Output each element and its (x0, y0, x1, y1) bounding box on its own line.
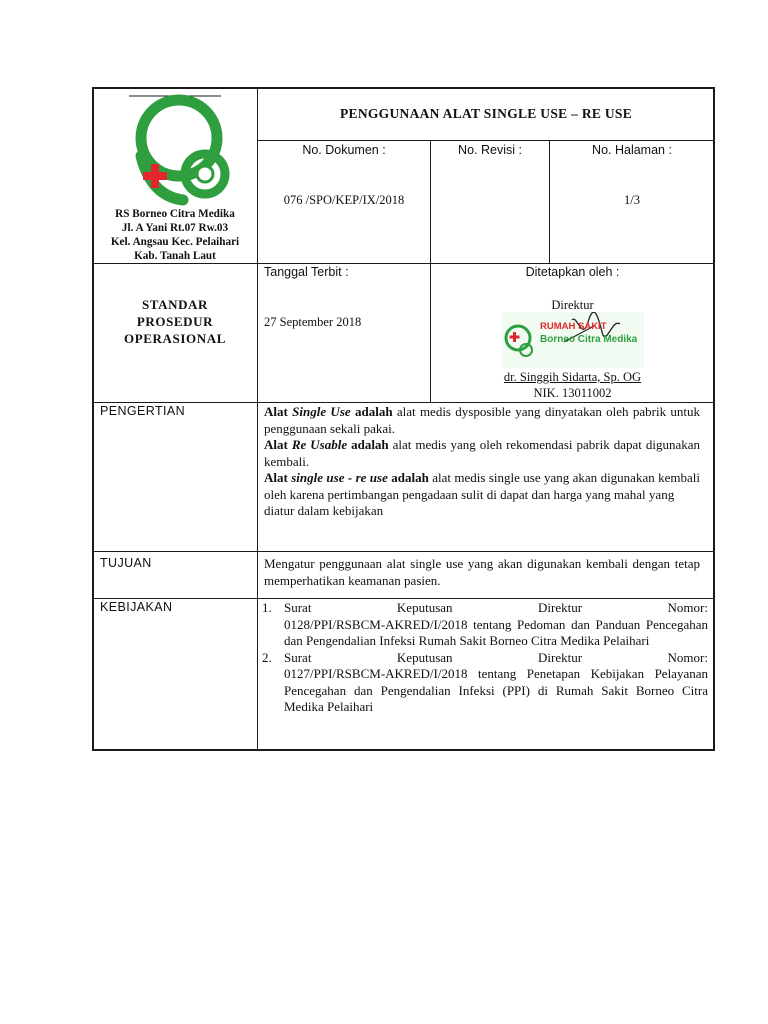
tanggal-terbit-label: Tanggal Terbit : (264, 265, 349, 279)
stamp-text-1: RUMAH SAKIT (540, 321, 607, 332)
ditetapkan-label: Ditetapkan oleh : (525, 265, 620, 279)
hospital-address-line1: Jl. A Yani Rt.07 Rw.03 (121, 222, 229, 234)
tanggal-terbit-value: 27 September 2018 (264, 315, 362, 329)
director-nik: NIK. 13011002 (533, 386, 612, 400)
kebijakan-item-1-text: 0128/PPI/RSBCM-AKRED/I/2018 tentang Pedoman dan Panduan Pencegahan dan Pengendalian Infeksi Rumah Sakit Borneo Citra Medika Pelaihari (284, 616, 708, 648)
rule-spo-bottom (93, 402, 714, 403)
pengertian-p3-tail: diatur dalam kebijakan (264, 503, 384, 518)
rule-header-bottom (93, 263, 714, 264)
hospital-stamp (502, 312, 644, 368)
rule-tujuan-bottom (93, 598, 714, 599)
kebijakan-label: KEBIJAKAN (100, 600, 173, 614)
document-title: PENGGUNAAN ALAT SINGLE USE – RE USE (339, 106, 633, 121)
spo-line3: OPERASIONAL (124, 331, 226, 346)
spo-heading (93, 296, 257, 347)
director-name: dr. Singgih Sidarta, Sp. OG (503, 370, 642, 384)
pengertian-text (264, 404, 700, 520)
pengertian-label: PENGERTIAN (100, 404, 186, 418)
tujuan-text: Mengatur penggunaan alat single use yang akan digunakan kembali dengan tetap memperhatikan keamanan pasien. (264, 556, 700, 588)
spo-line1: STANDAR (141, 297, 209, 312)
spo-line2: PROSEDUR (136, 314, 214, 329)
no-revisi-label: No. Revisi : (458, 143, 522, 157)
rule-pengertian-bottom (93, 551, 714, 552)
tujuan-label: TUJUAN (100, 556, 152, 570)
no-halaman-value: 1/3 (624, 193, 640, 207)
kebijakan-item-2-text: 0127/PPI/RSBCM-AKRED/I/2018 tentang Penetapan Kebijakan Pelayanan Pencegahan dan Pengendalian Infeksi (PPI) di Rumah Sakit Borneo Citra Medika Pelaihari (284, 666, 708, 714)
hospital-name: RS Borneo Citra Medika (115, 208, 235, 220)
no-dokumen-label: No. Dokumen : (302, 143, 386, 157)
rule-col-main (257, 88, 258, 750)
kebijakan-list (262, 600, 708, 716)
hospital-logo-icon (121, 94, 231, 210)
kebijakan-item-1-head: Surat Keputusan Direktur Nomor: (284, 600, 708, 615)
rule-title-bottom (258, 140, 714, 141)
logo-cell (93, 88, 257, 263)
hospital-address-line3: Kab. Tanah Laut (134, 250, 216, 262)
kebijakan-item-2: 2. Surat Keputusan Direktur Nomor: 0127/PPI/RSBCM-AKRED/I/2018 tentang Penetapan Kebijakan Pelayanan Pencegahan dan Pengendalian Infeksi (PPI) di Rumah Sakit Borneo Citra Medika Pelaihari (262, 649, 708, 714)
kebijakan-item-1: 1. Surat Keputusan Direktur Nomor: 0128/PPI/RSBCM-AKRED/I/2018 tentang Pedoman dan Panduan Pencegahan dan Pengendalian Infeksi Rumah Sakit Borneo Citra Medika Pelaihari (262, 600, 708, 648)
pengertian-p3: Alat single use - re use adalah alat medis single use yang akan digunakan kembali oleh karena pertimbangan pengadaan sulit di dapat dan harga yang mahal yang (264, 470, 700, 502)
stamp-text-2: Borneo Citra Medika (540, 334, 638, 345)
pengertian-p1: Alat Single Use adalah alat medis dysposible yang dinyatakan oleh pabrik untuk penggunaan sekali pakai. (264, 404, 701, 436)
pengertian-p2: Alat Re Usable adalah alat medis yang oleh rekomendasi pabrik dapat digunakan kembali. (264, 437, 700, 469)
hospital-address-line2: Kel. Angsau Kec. Pelaihari (110, 236, 240, 248)
no-halaman-label: No. Halaman : (592, 143, 672, 157)
kebijakan-item-2-head: Surat Keputusan Direktur Nomor: (284, 649, 708, 665)
jabatan-direktur: Direktur (551, 298, 594, 312)
no-dokumen-value: 076 /SPO/KEP/IX/2018 (283, 193, 405, 207)
